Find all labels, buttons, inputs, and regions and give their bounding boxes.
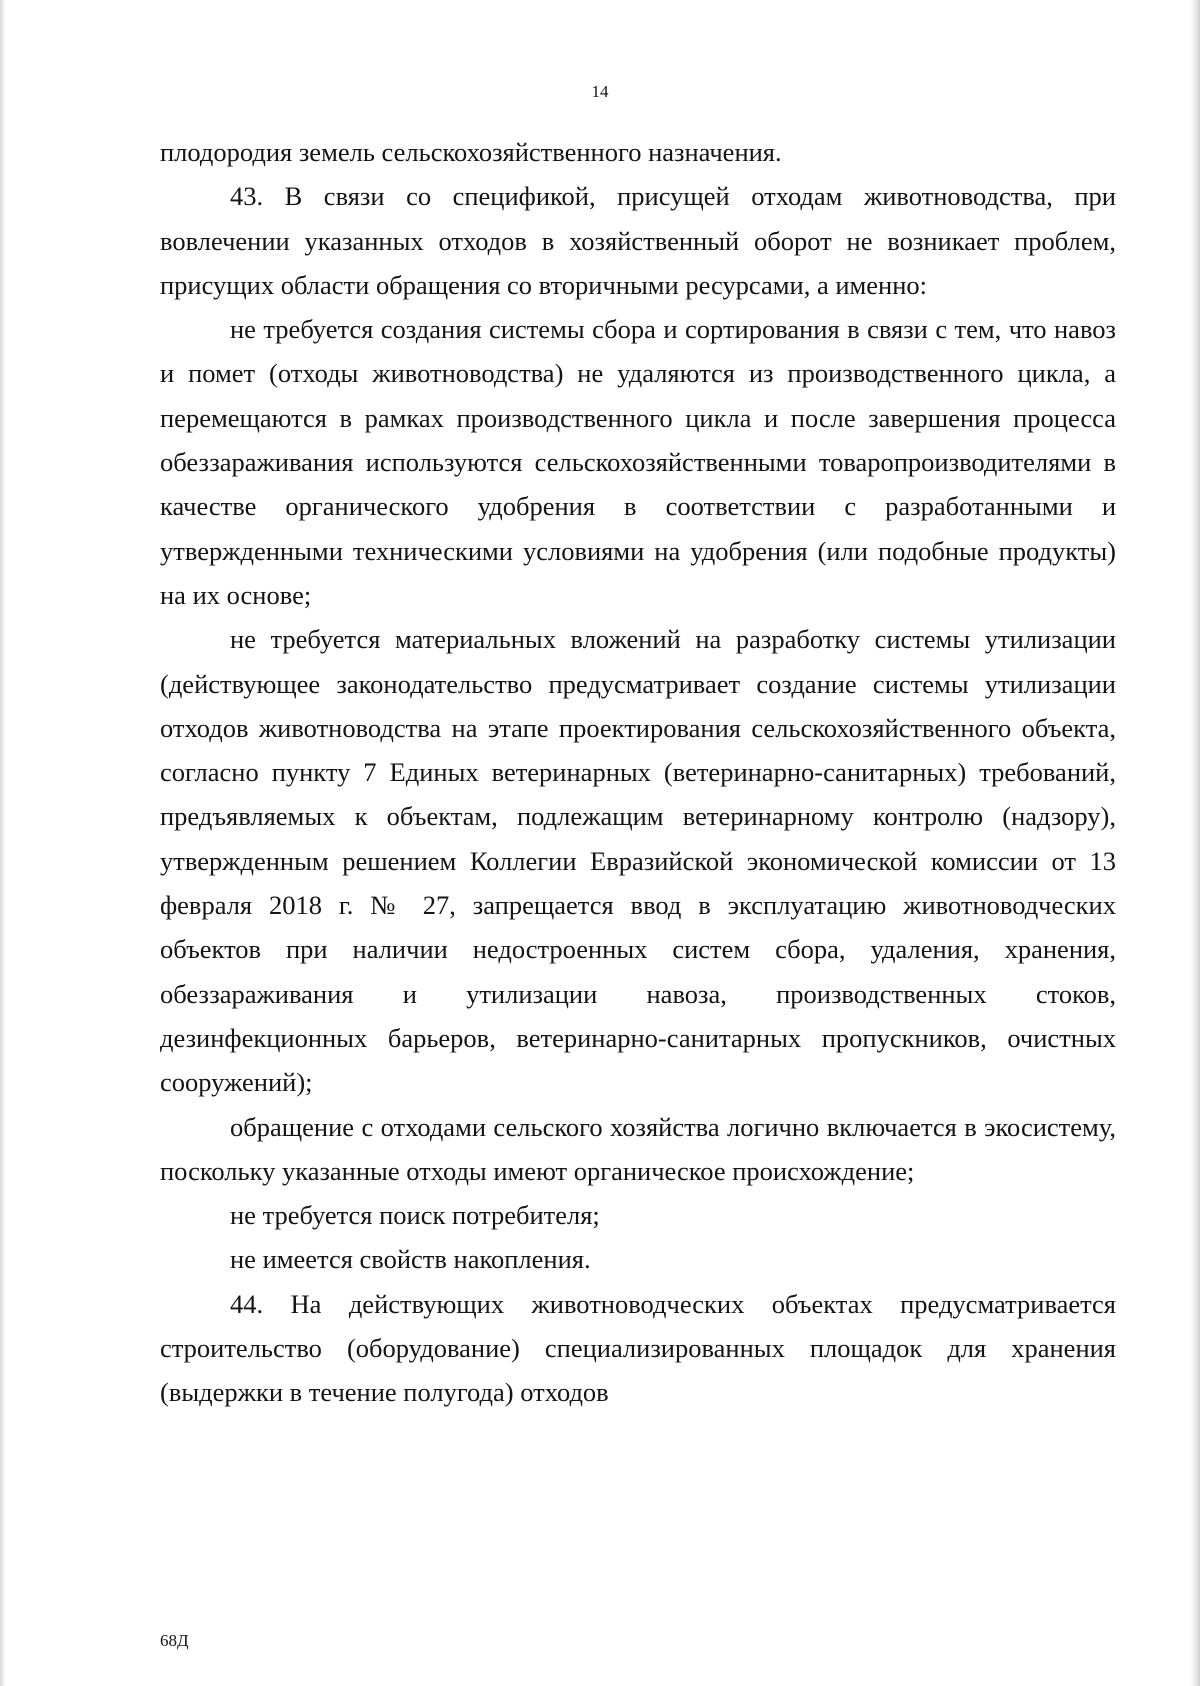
paragraph-item-44: 44. На действующих животноводческих объектах предусматривается строительство (оборудование) специализированных площадок для хранения (выдержки в течение полугода) отходов <box>160 1288 1116 1408</box>
paragraph-no-consumer-search: не требуется поиск потребителя; <box>230 1200 600 1231</box>
paragraph-continuation: плодородия земель сельскохозяйственного назначения. <box>160 137 782 167</box>
page-number: 14 <box>591 82 609 101</box>
scan-edge-left <box>0 0 6 1686</box>
paragraph-collection-system: не требуется создания системы сбора и сортирования в связи с тем, что навоз и помет (отходы животноводства) не удаляются из производственного цикла, а перемещаются в рамках производственного цикла и после завершения процесса обеззараживания используются сельскохозяйственными товаропроизводителями в качестве органического удобрения в соответствии с разработанными и утвержденными техническими условиями на удобрения (или подобные продукты) на их основе; <box>160 314 1116 610</box>
paragraph-item-43: 43. В связи со спецификой, присущей отходам животноводства, при вовлечении указанных отходов в хозяйственный оборот не возникает проблем, присущих области обращения со вторичными ресурсами, а именно: <box>160 181 1116 300</box>
paragraph-no-accumulation: не имеется свойств накопления. <box>230 1244 591 1275</box>
footer-document-code: 68Д <box>160 1631 189 1650</box>
document-body <box>160 130 1116 1415</box>
paragraph-utilization-system: не требуется материальных вложений на разработку системы утилизации (действующее законодательство предусматривает создание системы утилизации отходов животноводства на этапе проектирования сельскохозяйственного объекта, согласно пункту 7 Единых ветеринарных (ветеринарно-санитарных) требований, предъявляемых к объектам, подлежащим ветеринарному контролю (надзору), утвержденным решением Коллегии Евразийской экономической комиссии от 13 февраля 2018 г. № 27, запрещается ввод в эксплуатацию животноводческих объектов при наличии недостроенных систем сбора, удаления, хранения, обеззараживания и утилизации навоза, производственных стоков, дезинфекционных барьеров, ветеринарно-санитарных пропускников, очистных сооружений); <box>160 624 1116 1098</box>
paragraph-ecosystem: обращение с отходами сельского хозяйства логично включается в экосистему, поскольку указанные отходы имеют органическое происхождение; <box>160 1111 1116 1186</box>
scan-edge-right <box>1190 0 1200 1686</box>
